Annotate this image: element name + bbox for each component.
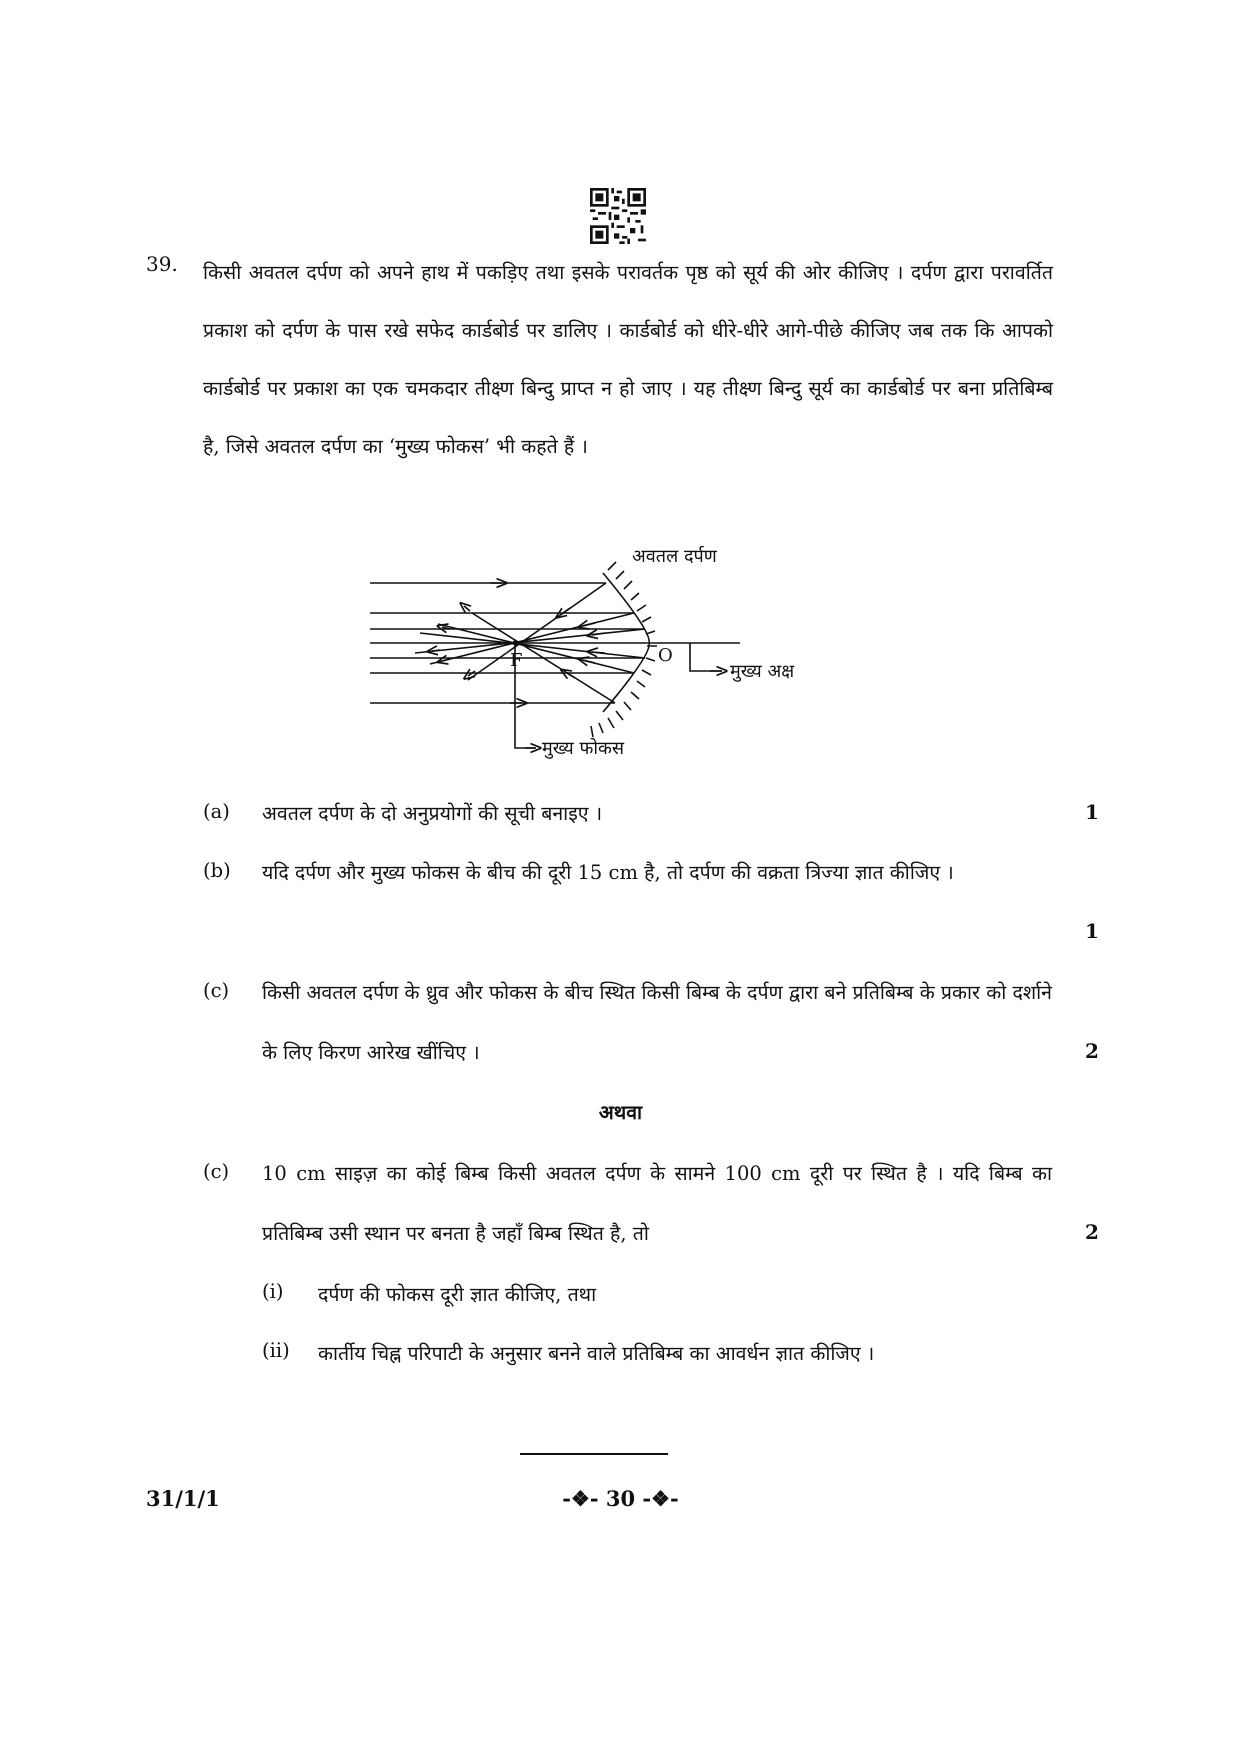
question-number: 39. bbox=[146, 252, 178, 276]
principal-axis-label: मुख्य अक्ष bbox=[730, 661, 795, 682]
question-intro: किसी अवतल दर्पण को अपने हाथ में पकड़िए तथा इसके परावर्तक पृष्ठ को सूर्य की ओर कीजिए । दर्पण द्वारा परावर्तित प्रकाश को दर्पण के पास रखे सफेद कार्डबोर्ड पर डालिए । कार्डबोर्ड को धीरे-धीरे आगे-पीछे कीजिए जब तक कि आपको कार्डबोर्ड पर प्रकाश का एक चमकदार तीक्ष्ण बिन्दु प्राप्त न हो जाए । यह तीक्ष्ण बिन्दु सूर्य का कार्डबोर्ड पर बना प्रतिबिम्ब है, जिसे अवतल दर्पण का ‘मुख्य फोकस’ भी कहते हैं । bbox=[203, 261, 1053, 458]
ornament-right-icon: -❖- bbox=[635, 1486, 679, 1511]
ornament-left-icon: -❖- bbox=[562, 1486, 606, 1511]
part-b-text: यदि दर्पण और मुख्य फोकस के बीच की दूरी 15 cm है, तो दर्पण की वक्रता त्रिज्या ज्ञात कीजिए । bbox=[262, 861, 954, 884]
mirror-label: अवतल दर्पण bbox=[632, 546, 717, 567]
part-c-text: किसी अवतल दर्पण के ध्रुव और फोकस के बीच स्थित किसी बिम्ब के दर्पण द्वारा बने प्रतिबिम्ब के प्रकार को दर्शाने के लिए किरण आरेख खींचिए । bbox=[262, 981, 1052, 1064]
paper-code: 31/1/1 bbox=[146, 1486, 220, 1511]
qr-code bbox=[590, 188, 646, 244]
subpart-ii-label: (ii) bbox=[262, 1339, 290, 1362]
part-a-text: अवतल दर्पण के दो अनुप्रयोगों की सूची बनाइए । bbox=[262, 802, 603, 825]
part-a-label: (a) bbox=[203, 800, 230, 823]
or-label: अथवा bbox=[598, 1101, 643, 1124]
pole-label: O bbox=[658, 645, 673, 666]
part-b-marks: 1 bbox=[1085, 919, 1099, 943]
concave-mirror-diagram bbox=[370, 540, 840, 780]
subpart-i-text: दर्पण की फोकस दूरी ज्ञात कीजिए, तथा bbox=[318, 1283, 597, 1306]
part-a-marks: 1 bbox=[1085, 800, 1099, 824]
principal-focus-label: मुख्य फोकस bbox=[542, 738, 624, 759]
focus-label: F bbox=[510, 650, 523, 671]
alt-part-c-marks: 2 bbox=[1085, 1220, 1099, 1244]
page-number: 30 bbox=[605, 1486, 636, 1511]
part-b-label: (b) bbox=[203, 859, 231, 882]
subpart-i-label: (i) bbox=[262, 1280, 284, 1303]
page-number-line bbox=[0, 1486, 1241, 1511]
end-rule bbox=[520, 1453, 668, 1455]
subpart-ii-text: कार्तीय चिह्न परिपाटी के अनुसार बनने वाले प्रतिबिम्ब का आवर्धन ज्ञात कीजिए । bbox=[318, 1342, 875, 1365]
part-c-marks: 2 bbox=[1085, 1039, 1099, 1063]
part-c-label: (c) bbox=[203, 979, 230, 1002]
alt-part-c-label: (c) bbox=[203, 1160, 230, 1183]
alt-part-c-text: 10 cm साइज़ का कोई बिम्ब किसी अवतल दर्पण के सामने 100 cm दूरी पर स्थित है । यदि बिम्ब का प्रतिबिम्ब उसी स्थान पर बनता है जहाँ बिम्ब स्थित है, तो bbox=[262, 1162, 1052, 1245]
